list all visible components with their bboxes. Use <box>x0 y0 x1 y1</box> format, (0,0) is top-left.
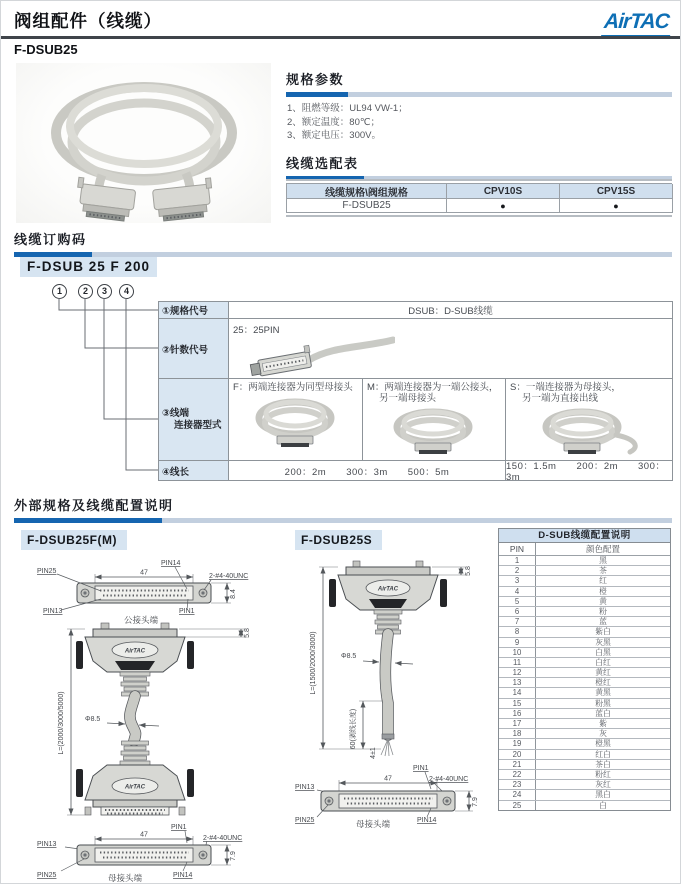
pin-color: 黄 <box>599 596 607 606</box>
pin-number: 4 <box>499 587 536 596</box>
pin-number: 14 <box>499 688 536 697</box>
pin-row <box>499 750 670 760</box>
airtac-logo: AirTAC <box>601 10 672 37</box>
pin-color: 紫白 <box>595 627 611 637</box>
pin-color: 茶 <box>599 566 607 576</box>
pin-config-table <box>498 528 671 811</box>
ordering-row2-label: ②针数代号 <box>159 319 229 379</box>
pin-count-note: 25：25PIN <box>233 325 280 336</box>
pin-row <box>499 699 670 709</box>
ordering-row3-label <box>159 379 229 461</box>
label-screw-top: 2-#4-40UNC <box>209 573 249 580</box>
pin-color: 白 <box>599 800 607 810</box>
ordering-length-fm: 200：2m 300：3m 500：5m <box>229 461 506 481</box>
color-col-header: 颜色配置 <box>585 544 620 554</box>
pin-table-title: D-SUB线缆配置说明 <box>499 529 670 543</box>
pin-color: 粉黑 <box>595 698 611 708</box>
pin-number: 7 <box>499 617 536 626</box>
pin-color: 粉 <box>599 606 607 616</box>
type-f-desc1: F：两端连接器为同型母接头 <box>233 382 353 393</box>
page-title: 阀组配件（线缆） <box>14 11 162 31</box>
dim-58: 5.8 <box>244 628 251 638</box>
section-external <box>14 495 672 523</box>
pin-row <box>499 688 670 698</box>
coiled-cable-s <box>524 405 654 455</box>
ordering-row1-label: ①规格代号 <box>159 302 229 319</box>
label-screw: 2-#4-40UNC <box>429 776 469 783</box>
connector-logo: AirTAC <box>124 784 146 791</box>
pin-row <box>499 658 670 668</box>
pin-color: 蓝 <box>599 617 607 627</box>
selection-table <box>286 179 672 217</box>
selection-row-model: F-DSUB25 <box>287 199 447 213</box>
pin-col-header: PIN <box>499 543 536 555</box>
dim-dia: Φ8.5 <box>85 716 101 723</box>
pin-row <box>499 648 670 658</box>
marker-3: 3 <box>97 284 112 299</box>
type-m-desc1: M：两端连接器为一端公接头， <box>367 382 499 393</box>
label-pin25: PIN25 <box>37 872 57 879</box>
pin-row <box>499 780 670 790</box>
dim-79: 7.9 <box>230 851 237 861</box>
dim-length: L=(1500/2000/3000) <box>310 631 317 695</box>
section-specs-title: 规格参数 <box>286 72 345 87</box>
dim-84: 8.4 <box>230 589 237 599</box>
pin-color: 茶白 <box>595 759 611 769</box>
pin-number: 19 <box>499 739 536 748</box>
pin-number: 20 <box>499 750 536 759</box>
pin-number: 22 <box>499 770 536 779</box>
type-m-desc2: 另一端母接头 <box>379 393 437 404</box>
dim-strip: 60(剥线长度) <box>350 708 357 750</box>
selection-dot-cpv10s: ● <box>447 199 560 213</box>
pin-row <box>499 617 670 627</box>
s-female-top-view <box>295 765 479 829</box>
selection-col-header: 线缆规格\阀组规格 <box>287 184 447 199</box>
pin-color: 粉红 <box>595 769 611 779</box>
pin-number: 3 <box>499 576 536 585</box>
marker-1: 1 <box>52 284 67 299</box>
ordering-type-m <box>363 379 506 461</box>
pin-row <box>499 576 670 586</box>
pin-row <box>499 801 670 810</box>
pin-color: 蓝白 <box>595 708 611 718</box>
ordering-type-f <box>229 379 363 461</box>
dsub-connector-sketch <box>245 336 395 378</box>
label-screw-bottom: 2-#4-40UNC <box>203 835 243 842</box>
label-pin25: PIN25 <box>37 568 57 575</box>
caption-female-end: 母接头端 <box>355 819 391 829</box>
title-divider <box>1 36 680 39</box>
pin-number: 5 <box>499 597 536 606</box>
section-bar <box>286 92 672 97</box>
drawing-s-svg <box>293 553 488 829</box>
section-selection <box>286 153 672 181</box>
selection-dot-cpv15s: ● <box>560 199 673 213</box>
ordering-table <box>158 301 673 481</box>
pin-row <box>499 668 670 678</box>
pin-row <box>499 627 670 637</box>
cable-photo-illustration <box>16 63 271 223</box>
pin-row <box>499 709 670 719</box>
pin-number: 9 <box>499 638 536 647</box>
section-bar <box>14 518 672 523</box>
spec-item: 2、额定温度：80℃； <box>287 116 381 128</box>
pin-color: 橙红 <box>595 678 611 688</box>
selection-col-cpv15s: CPV15S <box>560 184 673 199</box>
pin-color: 灰黑 <box>595 637 611 647</box>
fm-male-top-view <box>37 560 248 625</box>
s-assembly-view <box>310 561 472 759</box>
pin-number: 10 <box>499 648 536 657</box>
coiled-cable-m <box>375 405 493 455</box>
ordering-code: F-DSUB 25 F 200 <box>20 257 157 277</box>
pin-number: 17 <box>499 719 536 728</box>
pin-color: 红 <box>599 576 607 586</box>
spec-item: 1、阻燃等级：UL94 VW-1； <box>287 103 408 114</box>
label-pin1: PIN1 <box>171 824 187 831</box>
section-ordering-title: 线缆订购码 <box>14 232 87 247</box>
label-pin25: PIN25 <box>295 817 315 824</box>
drawing-fm-svg <box>15 553 271 883</box>
dim-length: L=(2000/3000/5000) <box>58 691 65 755</box>
caption-male-end: 公接头端 <box>123 615 159 625</box>
label-pin13: PIN13 <box>37 841 57 848</box>
label-pin14: PIN14 <box>161 560 181 567</box>
model-number: F-DSUB25 <box>14 42 78 57</box>
pin-color: 黑白 <box>595 790 611 800</box>
row3-label-line2: 连接器型式 <box>174 419 222 431</box>
marker-2: 2 <box>78 284 93 299</box>
pin-color: 白黑 <box>595 647 611 657</box>
selection-col-cpv10s: CPV10S <box>447 184 560 199</box>
section-selection-title: 线缆选配表 <box>286 156 359 171</box>
dim-58: 5.8 <box>465 566 472 576</box>
pin-color: 黑 <box>599 556 607 565</box>
dim-79: 7.9 <box>472 797 479 807</box>
pin-row <box>499 607 670 617</box>
pin-number: 21 <box>499 760 536 769</box>
pin-number: 2 <box>499 566 536 575</box>
pin-color: 灰 <box>599 729 607 739</box>
coiled-cable-f <box>237 394 355 448</box>
drawing-title-s: F-DSUB25S <box>295 530 382 550</box>
pin-row <box>499 597 670 607</box>
connector-logo: AirTAC <box>124 648 146 655</box>
drawing-fm <box>15 553 271 888</box>
spec-list <box>287 102 408 143</box>
pin-row <box>499 739 670 749</box>
pin-number: 12 <box>499 668 536 677</box>
pin-row <box>499 760 670 770</box>
label-pin13: PIN13 <box>295 784 315 791</box>
spec-item: 3、额定电压：300V。 <box>287 130 381 141</box>
pin-color: 橙黑 <box>595 739 611 749</box>
pin-row <box>499 790 670 800</box>
ordering-length-s: 150：1.5m 200：2m 300：3m <box>506 461 673 481</box>
pin-color: 黄黑 <box>595 688 611 698</box>
section-specs <box>286 69 672 97</box>
dim-47: 47 <box>140 569 148 577</box>
row3-label-line1: ③线端 <box>162 407 190 419</box>
pin-number: 25 <box>499 801 536 810</box>
drawing-title-fm: F-DSUB25F(M) <box>21 530 127 550</box>
pin-number: 8 <box>499 627 536 636</box>
pin-number: 23 <box>499 780 536 789</box>
pin-number: 13 <box>499 678 536 687</box>
ordering-row2-value <box>229 319 673 379</box>
pin-table-body <box>499 556 670 810</box>
pin-number: 18 <box>499 729 536 738</box>
ordering-row1-value: DSUB：D-SUB线缆 <box>229 302 673 319</box>
pin-number: 11 <box>499 658 536 667</box>
pin-number: 6 <box>499 607 536 616</box>
label-pin13: PIN13 <box>43 608 63 615</box>
type-s-desc2: 另一端为直接出线 <box>522 393 599 404</box>
pin-row <box>499 729 670 739</box>
connector-logo: AirTAC <box>377 586 399 593</box>
ordering-row4-label: ④线长 <box>159 461 229 481</box>
pin-row <box>499 719 670 729</box>
type-s-desc1: S：一端连接器为母接头， <box>510 382 621 393</box>
pin-table-header <box>499 543 670 556</box>
section-external-title: 外部规格及线缆配置说明 <box>14 498 174 513</box>
fm-female-top-view <box>37 824 242 883</box>
pin-row <box>499 638 670 648</box>
pin-number: 24 <box>499 790 536 799</box>
label-pin14: PIN14 <box>417 817 437 824</box>
ordering-type-s <box>506 379 673 461</box>
pin-color: 橙 <box>599 586 607 596</box>
section-ordering <box>14 229 672 257</box>
pin-number: 16 <box>499 709 536 718</box>
pin-row <box>499 556 670 566</box>
pin-number: 15 <box>499 699 536 708</box>
pin-row <box>499 770 670 780</box>
pin-row <box>499 566 670 576</box>
dim-47: 47 <box>384 775 392 783</box>
pin-color: 黄红 <box>595 668 611 678</box>
pin-row <box>499 587 670 597</box>
pin-number: 1 <box>499 556 536 565</box>
fm-assembly-view <box>58 623 251 815</box>
label-pin1: PIN1 <box>413 765 429 772</box>
caption-female-end: 母接头端 <box>107 873 143 883</box>
label-pin1: PIN1 <box>179 608 195 615</box>
pin-color: 红白 <box>595 749 611 759</box>
pin-color: 紫 <box>599 719 607 728</box>
pin-color: 灰红 <box>595 780 611 790</box>
dim-dia: Φ8.5 <box>341 653 357 660</box>
dim-tol: 4±1 <box>370 747 377 759</box>
marker-4: 4 <box>119 284 134 299</box>
label-pin14: PIN14 <box>173 872 193 879</box>
pin-row <box>499 678 670 688</box>
dim-47: 47 <box>140 831 148 839</box>
product-photo <box>16 63 271 223</box>
drawing-s <box>293 553 488 834</box>
pin-color: 白红 <box>595 657 611 667</box>
